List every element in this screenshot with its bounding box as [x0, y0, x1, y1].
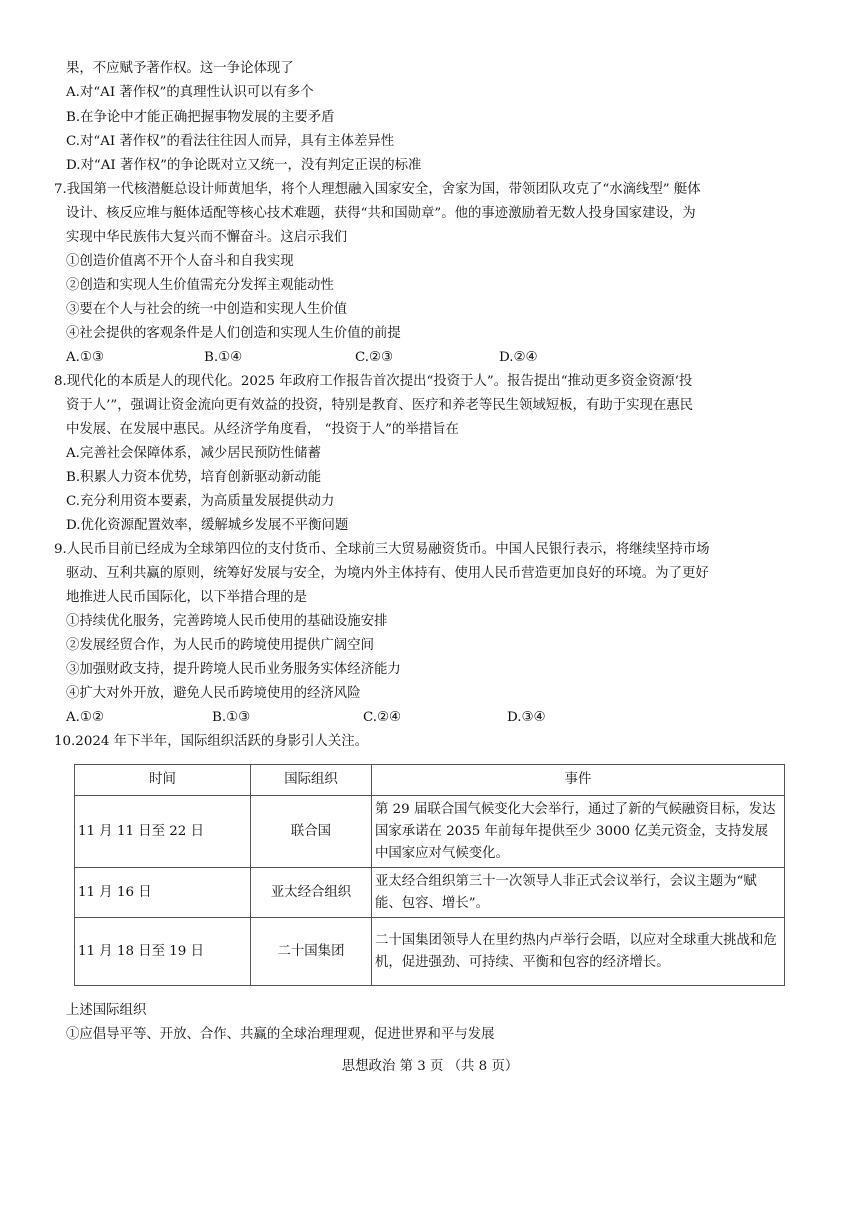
events-table	[74, 764, 785, 986]
q7-item-3: ③要在个人与社会的统一中创造和实现人生价值	[66, 302, 348, 317]
q9-choice-d: D.③④	[507, 710, 546, 725]
q8-stem-line-3: 中发展、在发展中惠民。从经济学角度看， “投资于人”的举措旨在	[66, 422, 459, 437]
table-header-row	[75, 765, 785, 796]
q9-choice-a: A.①②	[66, 710, 104, 725]
q8-option-d: D.优化资源配置效率，缓解城乡发展不平衡问题	[66, 518, 349, 533]
q7-choice-a: A.①③	[66, 350, 104, 365]
table-header-time: 时间	[75, 765, 251, 796]
page-footer: 思想政治 第 3 页 （共 8 页）	[341, 1059, 519, 1074]
q9-item-2: ②发展经贸合作，为人民币的跨境使用提供广阔空间	[66, 638, 374, 653]
q10-after-table: 上述国际组织	[66, 1003, 147, 1018]
q9-stem-line-1: 9.人民币目前已经成为全球第四位的支付货币、全球前三大贸易融资货币。中国人民银行表示，将继续坚持市场	[54, 542, 710, 557]
q6-option-b: B.在争论中才能正确把握事物发展的主要矛盾	[66, 110, 335, 125]
q7-item-2: ②创造和实现人生价值需充分发挥主观能动性	[66, 278, 334, 293]
q8-stem-line-1: 8.现代化的本质是人的现代化。2025 年政府工作报告首次提出“投资于人”。报告提出“推动更多资金资源‘投	[54, 374, 693, 389]
q6-stem-end: 果，不应赋予著作权。这一争论体现了	[66, 61, 294, 76]
table-cell-time: 11 月 11 日至 22 日	[75, 796, 251, 868]
q9-choice-b: B.①③	[212, 710, 251, 725]
table-cell-event: 二十国集团领导人在里约热内卢举行会晤，以应对全球重大挑战和危机，促进强劲、可持续、平衡和包容的经济增长。	[372, 918, 785, 986]
table-cell-org: 联合国	[251, 796, 372, 868]
q9-item-3: ③加强财政支持，提升跨境人民币业务服务实体经济能力	[66, 662, 401, 677]
table-header-org: 国际组织	[251, 765, 372, 796]
table-row	[75, 918, 785, 986]
q7-stem-line-2: 设计、核反应堆与艇体适配等核心技术难题，获得“共和国勋章”。他的事迹激励着无数人投身国家建设，为	[66, 206, 696, 221]
table-row	[75, 868, 785, 918]
table-cell-event: 亚太经合组织第三十一次领导人非正式会议举行，会议主题为“赋能、包容、增长”。	[372, 868, 785, 918]
table-cell-time: 11 月 18 日至 19 日	[75, 918, 251, 986]
q9-item-4: ④扩大对外开放，避免人民币跨境使用的经济风险	[66, 686, 361, 701]
q9-choices	[66, 709, 766, 727]
q7-stem-line-3: 实现中华民族伟大复兴而不懈奋斗。这启示我们	[66, 230, 348, 245]
q6-option-a: A.对“AI 著作权”的真理性认识可以有多个	[66, 85, 314, 100]
table-cell-org: 二十国集团	[251, 918, 372, 986]
q8-option-b: B.积累人力资本优势，培育创新驱动新动能	[66, 470, 322, 485]
q6-option-c: C.对“AI 著作权”的看法往往因人而异，具有主体差异性	[66, 134, 395, 149]
q7-item-1: ①创造价值离不开个人奋斗和自我实现	[66, 254, 294, 269]
q9-item-1: ①持续优化服务，完善跨境人民币使用的基础设施安排	[66, 614, 388, 629]
q9-stem-line-2: 驱动、互利共赢的原则，统筹好发展与安全，为境内外主体持有、使用人民币营造更加良好的环境。为了更好	[66, 566, 709, 581]
table-header-event: 事件	[372, 765, 785, 796]
q7-choice-d: D.②④	[499, 350, 538, 365]
table-cell-org: 亚太经合组织	[251, 868, 372, 918]
table-cell-time: 11 月 16 日	[75, 868, 251, 918]
q7-stem-line-1: 7.我国第一代核潜艇总设计师黄旭华，将个人理想融入国家安全，舍家为国，带领团队攻克了“水滴线型” 艇体	[54, 182, 701, 197]
q9-stem-line-3: 地推进人民币国际化，以下举措合理的是	[66, 590, 308, 605]
q8-stem-line-2: 资于人’”，强调让资金流向更有效益的投资，特别是教育、医疗和养老等民生领域短板，有助于实现在惠民	[66, 398, 694, 413]
q8-option-a: A.完善社会保障体系，减少居民预防性储蓄	[66, 446, 321, 461]
q10-item-1: ①应倡导平等、开放、合作、共赢的全球治理理观，促进世界和平与发展	[66, 1027, 495, 1042]
q7-choice-b: B.①④	[204, 350, 243, 365]
q6-option-d: D.对“AI 著作权”的争论既对立又统一，没有判定正误的标准	[66, 158, 422, 173]
q9-choice-c: C.②④	[363, 710, 402, 725]
table-row	[75, 796, 785, 868]
q8-option-c: C.充分利用资本要素，为高质量发展提供动力	[66, 494, 335, 509]
q7-choice-c: C.②③	[355, 350, 394, 365]
q7-item-4: ④社会提供的客观条件是人们创造和实现人生价值的前提	[66, 326, 401, 341]
q7-choices	[66, 349, 766, 367]
table-cell-event: 第 29 届联合国气候变化大会举行，通过了新的气候融资目标，发达国家承诺在 2035 年前每年提供至少 3000 亿美元资金，支持发展中国家应对气候变化。	[372, 796, 785, 868]
q10-stem: 10.2024 年下半年，国际组织活跃的身影引人关注。	[54, 734, 369, 749]
